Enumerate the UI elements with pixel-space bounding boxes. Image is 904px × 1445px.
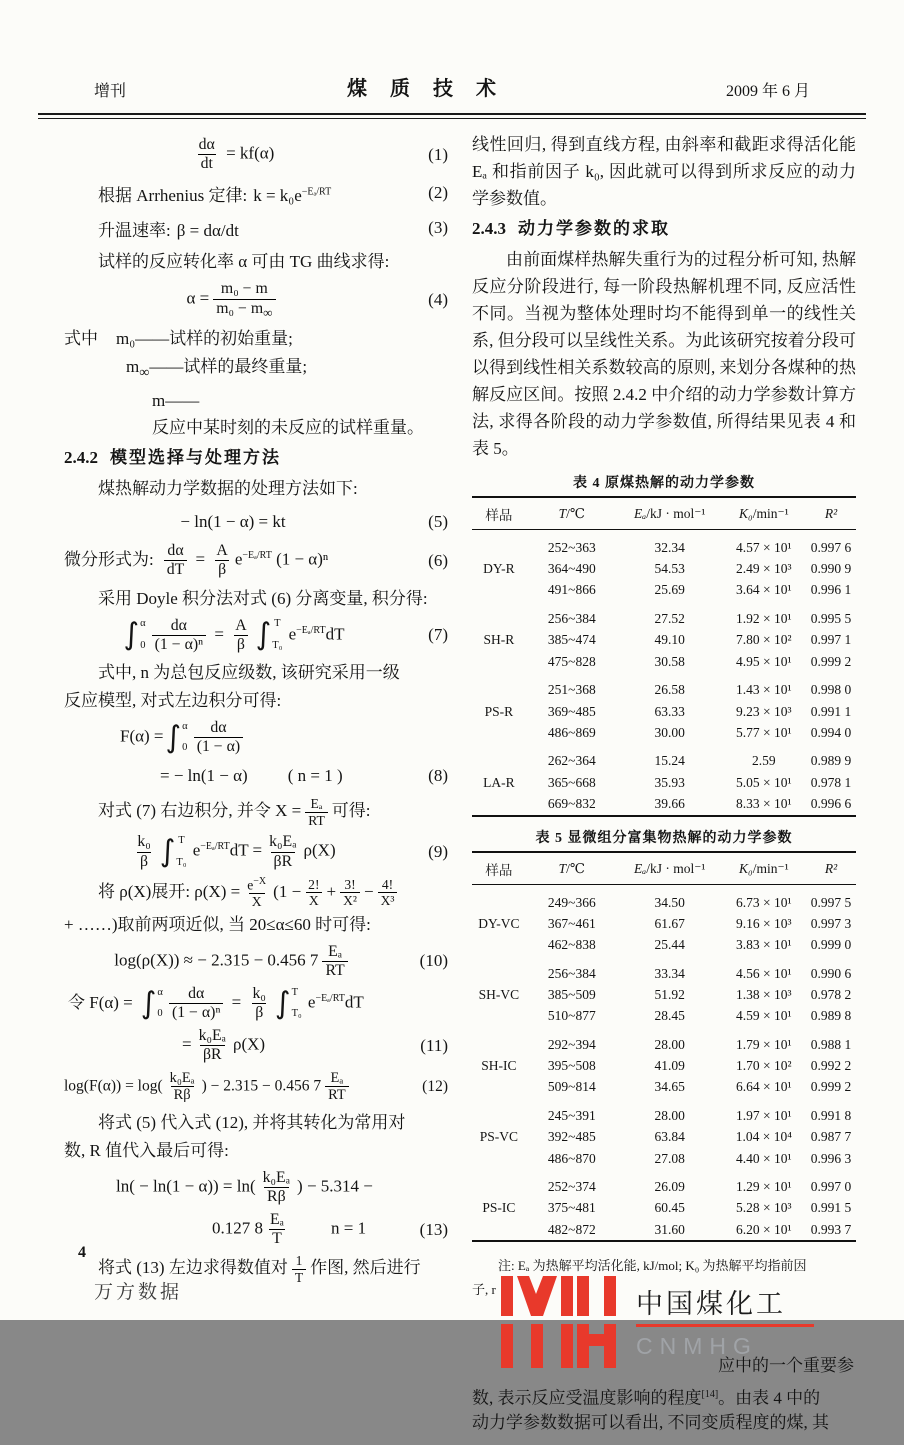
table-cell: 0.997 0 <box>810 1179 852 1195</box>
table-row <box>472 630 856 651</box>
table-cell: 63.33 <box>654 703 685 719</box>
table-cell: 5.77 × 10¹ <box>736 724 792 740</box>
table-cell: 0.991 1 <box>810 703 852 719</box>
watermark-red-rule <box>636 1324 814 1327</box>
table-cell: 0.991 5 <box>810 1200 852 1216</box>
table-row <box>472 1148 856 1169</box>
table-row <box>472 913 856 934</box>
table-cell: 0.995 5 <box>810 611 852 627</box>
column-header: 样品 <box>472 497 526 530</box>
equation-11-line2: = $\frac{\text{k₀Eₐ}}{\beta R}$ ρ(X) (11) <box>182 1027 448 1064</box>
table-cell: 252~363 <box>547 540 596 555</box>
sample-id: PS-R <box>484 703 514 719</box>
table-row <box>472 793 856 815</box>
table-cell: 292~394 <box>547 1036 596 1052</box>
table-row <box>472 1056 856 1077</box>
table-4-caption: 表 4 原煤热解的动力学参数 <box>573 476 755 491</box>
table-cell: 1.92 × 10¹ <box>736 611 792 627</box>
equation-2: 根据 Arrhenius 定律: $k = k_0e^{-E_a/RT}$ (2) <box>98 183 448 205</box>
table-row <box>472 1169 856 1198</box>
column-header: R² <box>806 852 856 885</box>
sample-group <box>472 1098 856 1169</box>
table-cell: 28.00 <box>654 1036 685 1052</box>
table-raw-coal-kinetics <box>472 496 856 817</box>
table-cell: 0.989 8 <box>810 1008 852 1024</box>
section-heading-2-4-2: 2.4.2 模型选择与处理方法 <box>64 448 281 468</box>
table-cell: 3.83 × 10¹ <box>736 937 792 953</box>
table-cell: 9.16 × 10³ <box>736 915 792 931</box>
equation-9: $\frac{\text{k₀}}{\beta}$ ∫ T T₀ $e^{-E_a/RT}dT$ = $\frac{\text{k₀Eₐ}}{\beta R}$ ρ(X) (9) <box>137 833 448 870</box>
equation-7: ∫ α 0 $\frac{d\alpha}{\text{(1 − α)ⁿ}}$ = $\frac{A}{\beta}$ ∫ T T₀ $e^{-E_a/RT}dT$ (7) <box>123 616 448 653</box>
text-line: 数, R 值代入最后可得: <box>64 1140 229 1160</box>
text-line: 反应模型, 对式左边积分可得: <box>64 690 282 710</box>
table-row <box>472 1198 856 1219</box>
table-cell: 1.38 × 10³ <box>736 987 792 1002</box>
equation-1: $\frac{d\alpha}{dt}$ = kf(α) (1) <box>198 136 448 173</box>
sample-group <box>472 884 856 956</box>
column-header: T/℃ <box>526 852 618 885</box>
sample-group <box>472 956 856 1027</box>
table-cell: 1.29 × 10¹ <box>736 1179 792 1195</box>
equation-4: α = $\frac{\text{m₀ − m}}{m_0 - m_\infty}$ (4) <box>186 280 448 320</box>
table-cell: 395~508 <box>547 1058 596 1074</box>
table-row <box>472 985 856 1006</box>
equation-6: 微分形式为: $\frac{d\alpha}{dT}$ = $\frac{A}{\beta}$ $e^{-E_a/RT}$ (1 − α)ⁿ (6) <box>64 542 448 579</box>
table-row <box>472 884 856 913</box>
table-cell: 486~869 <box>547 724 596 740</box>
table-cell: 385~474 <box>547 632 596 648</box>
table-cell: 35.93 <box>654 774 685 790</box>
table-cell: 34.50 <box>654 894 685 910</box>
sample-group <box>472 1169 856 1241</box>
column-header: Eₐ/kJ · mol⁻¹ <box>618 852 722 885</box>
table-cell: 39.66 <box>654 795 685 811</box>
sample-id: DY-VC <box>478 915 520 931</box>
column-header: K₀/min⁻¹ <box>722 497 806 530</box>
table-cell: 8.33 × 10¹ <box>736 795 792 811</box>
table-cell: 6.64 × 10¹ <box>736 1079 792 1095</box>
table-cell: 0.978 1 <box>810 774 852 790</box>
equation-8-line2: = − ln(1 − α) ( n = 1 ) (8) <box>160 766 448 786</box>
where-clause-3: m——反应中某时刻的未反应的试样重量。 <box>152 391 424 438</box>
table-cell: 1.97 × 10¹ <box>736 1108 792 1124</box>
table-cell: 60.45 <box>654 1200 685 1216</box>
table-cell: 1.79 × 10¹ <box>736 1036 792 1052</box>
table-row <box>472 580 856 601</box>
table-row <box>472 651 856 672</box>
page-header <box>0 0 904 109</box>
sample-id: PS-IC <box>482 1200 516 1216</box>
table-row <box>472 1098 856 1127</box>
watermark-cn-label: 中国煤化工 <box>636 1289 786 1320</box>
table-cell: 51.92 <box>654 987 685 1002</box>
watermark-en-label: CNMHG <box>636 1332 758 1359</box>
table-cell: 6.73 × 10¹ <box>736 894 792 910</box>
column-header: T/℃ <box>526 497 618 530</box>
paragraph: 由前面煤样热解失重行为的过程分析可知, 热解反应分阶段进行, 每一阶段热解机理不同, 反应活性不同。当视为整体处理时均不能得到单一的线性关系, 但分段可以呈线性关系。为此该研究按着分段可以得到线性相关系数较高的原则, 来划分各煤种的热解反应区间。按照 2.4.2 中介绍的动力学参数计算方法, 求得各阶段的动力学参数值, 所得结果见表 4 和表 5。 <box>472 250 856 458</box>
table-row <box>472 772 856 793</box>
text-line: + ……)取前两项近似, 当 20≤α≤60 时可得: <box>64 914 371 934</box>
table-row <box>472 672 856 701</box>
sample-id: SH-IC <box>481 1058 517 1074</box>
table-cell: 4.59 × 10¹ <box>736 1008 792 1024</box>
table-cell: 0.999 2 <box>810 1079 852 1095</box>
table-cell: 0.999 0 <box>810 937 852 953</box>
table-cell: 0.987 7 <box>810 1129 852 1145</box>
column-header: 样品 <box>472 852 526 885</box>
sample-id: LA-R <box>483 774 515 790</box>
table-cell: 27.52 <box>654 611 685 627</box>
table-row <box>472 743 856 772</box>
table-cell: 28.00 <box>654 1108 685 1124</box>
equation-5: − ln(1 − α) = kt (5) <box>180 512 448 532</box>
table-header-row <box>472 852 856 885</box>
text-line: 采用 Doyle 积分法对式 (6) 分离变量, 积分得: <box>98 588 428 608</box>
text-line-inline-frac: 将式 (13) 左边求得数值对 $\frac{1}{T}$ 作图, 然后进行 <box>98 1253 421 1286</box>
table-cell: 49.10 <box>654 632 685 648</box>
table-cell: 245~391 <box>547 1108 596 1124</box>
table-cell: 2.49 × 10³ <box>736 561 792 577</box>
table-cell: 256~384 <box>547 611 596 627</box>
table-cell: 4.95 × 10¹ <box>736 653 792 669</box>
paragraph: 线性回归, 得到直线方程, 由斜率和截距求得活化能 Eₐ 和指前因子 k₀, 因此就可以得到所求反应的动力学参数值。 <box>472 135 856 208</box>
table-cell: 251~368 <box>547 682 596 698</box>
table-cell: 7.80 × 10² <box>736 632 792 648</box>
table-row <box>472 1127 856 1148</box>
page-number: 4 <box>78 1244 86 1261</box>
table-cell: 367~461 <box>547 915 596 931</box>
table-cell: 0.990 9 <box>810 561 852 577</box>
two-column-body <box>0 119 904 1445</box>
table-maceral-concentrate-kinetics <box>472 851 856 1243</box>
citation-14: [14] <box>701 1389 719 1401</box>
table-note-line2: 子, r <box>472 1282 496 1298</box>
table-row <box>472 1219 856 1241</box>
left-column <box>64 131 448 1445</box>
text-line: 动力学参数数据可以看出, 不同变质程度的煤, 其 <box>472 1413 829 1433</box>
table-cell: 0.993 7 <box>810 1221 852 1237</box>
rho-expansion-line: 将 ρ(X)展开: ρ(X) = $\frac{e^{-X}}{X}$ (1 − $\frac{2!}{X}$ + $\frac{3!}{\text{X²}}$ − $\frac{4!}{\text{X³}}$ <box>64 876 448 910</box>
table-row <box>472 559 856 580</box>
issue-label: 增刊 <box>94 83 127 100</box>
table-cell: 509~814 <box>547 1079 596 1095</box>
table-note-line1: 注: Eₐ 为热解平均活化能, kJ/mol; K₀ 为热解平均指前因 <box>498 1258 807 1274</box>
equation-10: log(ρ(X)) ≈ − 2.315 − 0.456 7 $\frac{\text{Eₐ}}{RT}$ (10) <box>114 942 448 979</box>
sample-id: DY-R <box>483 561 515 577</box>
table-cell: 0.997 5 <box>810 894 852 910</box>
column-header: Eₐ/kJ · mol⁻¹ <box>618 497 722 530</box>
where-clause-2: $m_\infty——$试样的最终重量; <box>126 356 308 381</box>
table-cell: 392~485 <box>547 1129 596 1145</box>
table-cell: 4.40 × 10¹ <box>736 1150 792 1166</box>
table-cell: 0.988 1 <box>810 1036 852 1052</box>
cnmhg-logo-icon <box>498 1276 624 1368</box>
table-cell: 462~838 <box>547 937 596 953</box>
table-row <box>472 601 856 630</box>
table-cell: 34.65 <box>654 1079 685 1095</box>
table-cell: 0.997 6 <box>810 540 852 555</box>
equation-11-line1: 令 F(α) = ∫ α 0 $\frac{d\alpha}{\text{(1 − α)ⁿ}}$ = $\frac{\text{k₀}}{\beta}$ ∫ T T₀ $e^{-E_a/RT}dT$ <box>68 984 364 1022</box>
table-cell: 0.990 6 <box>810 965 852 981</box>
sample-id: PS-VC <box>479 1129 518 1145</box>
table-row <box>472 935 856 956</box>
table-cell: 61.67 <box>654 915 685 931</box>
sample-group <box>472 743 856 815</box>
table-cell: 3.64 × 10¹ <box>736 582 792 598</box>
right-column <box>472 131 856 1445</box>
table-cell: 482~872 <box>547 1221 596 1237</box>
table-cell: 256~384 <box>547 965 596 981</box>
equation-13-line2: 0.127 8 $\frac{\text{Eₐ}}{T}$ n = 1 (13) <box>212 1211 448 1248</box>
column-header: K₀/min⁻¹ <box>722 852 806 885</box>
table-cell: 364~490 <box>547 561 596 577</box>
table-cell: 365~668 <box>547 774 596 790</box>
text-line-inline-frac: 对式 (7) 右边积分, 并令 X = $\frac{\text{Eₐ}}{RT}$ 可得: <box>98 796 371 828</box>
table-cell: 30.58 <box>654 653 685 669</box>
table-cell: 0.997 1 <box>810 632 852 648</box>
table-cell: 4.56 × 10¹ <box>736 965 792 981</box>
wanfang-data-mark: 万方数据 <box>94 1282 183 1303</box>
table-cell: 5.05 × 10¹ <box>736 774 792 790</box>
section-heading-2-4-3: 2.4.3 动力学参数的求取 <box>472 219 670 238</box>
table-cell: 475~828 <box>547 653 596 669</box>
table-cell: 15.24 <box>654 753 685 769</box>
table-cell: 252~374 <box>547 1179 596 1195</box>
text-line-with-citation: 数, 表示反应受温度影响的程度[14]。由表 4 中的 <box>472 1389 821 1409</box>
table-cell: 26.09 <box>654 1179 685 1195</box>
sample-group <box>472 601 856 672</box>
equation-3: 升温速率: β = dα/dt (3) <box>98 218 448 240</box>
watermark-text <box>636 1276 814 1360</box>
table-cell: 1.70 × 10² <box>736 1058 792 1074</box>
text-line: 将式 (5) 代入式 (12), 并将其转化为常用对 <box>98 1112 406 1132</box>
table-row <box>472 722 856 743</box>
text-fragment: 应中的一个重要参 <box>718 1356 854 1376</box>
table-5-caption: 表 5 显微组分富集物热解的动力学参数 <box>535 830 793 846</box>
journal-title: 煤 质 技 术 <box>347 78 505 100</box>
table-cell: 262~364 <box>547 753 596 769</box>
table-cell: 669~832 <box>547 795 596 811</box>
sample-id: SH-VC <box>478 987 520 1002</box>
table-cell: 510~877 <box>547 1008 596 1024</box>
equation-8-line1: F(α) = ∫ α 0 $\frac{d\alpha}{(1 - \alpha)}$ <box>64 719 448 756</box>
text-line: 试样的反应转化率 α 可由 TG 曲线求得: <box>98 252 390 272</box>
table-cell: 369~485 <box>547 703 596 719</box>
table-cell: 0.989 9 <box>810 753 852 769</box>
table-cell: 0.996 3 <box>810 1150 852 1166</box>
sample-id: SH-R <box>483 632 515 648</box>
table-cell: 54.53 <box>654 561 685 577</box>
table-cell: 32.34 <box>654 540 685 555</box>
equation-13-line1: ln( − ln(1 − α)) = ln( $\frac{\text{k₀Eₐ}}{R\beta}$ ) − 5.314 − <box>116 1168 373 1205</box>
table-cell: 2.59 <box>752 753 776 769</box>
table-cell: 486~870 <box>547 1150 596 1166</box>
table-cell: 1.04 × 10⁴ <box>735 1129 792 1145</box>
table-row <box>472 701 856 722</box>
table-cell: 0.978 2 <box>810 987 852 1002</box>
table-cell: 0.998 0 <box>810 682 852 698</box>
table-cell: 0.994 0 <box>810 724 852 740</box>
table-header-row <box>472 497 856 530</box>
table-cell: 0.997 3 <box>810 915 852 931</box>
sample-group <box>472 672 856 743</box>
table-cell: 249~366 <box>547 894 596 910</box>
bottom-fragment <box>472 1250 856 1445</box>
table-cell: 0.996 1 <box>810 582 852 598</box>
table-cell: 25.69 <box>654 582 685 598</box>
text-line: 煤热解动力学数据的处理方法如下: <box>98 479 358 499</box>
table-cell: 25.44 <box>654 937 685 953</box>
table-row <box>472 956 856 985</box>
table-cell: 30.00 <box>654 724 685 740</box>
table-cell: 0.992 2 <box>810 1058 852 1074</box>
table-cell: 41.09 <box>654 1058 685 1074</box>
table-cell: 63.84 <box>654 1129 685 1145</box>
table-row <box>472 530 856 559</box>
where-clause-1: 式中 m₀——试样的初始重量; <box>64 328 293 348</box>
table-cell: 28.45 <box>654 1008 685 1024</box>
table-cell: 31.60 <box>654 1221 685 1237</box>
table-cell: 1.43 × 10¹ <box>736 682 792 698</box>
table-cell: 385~509 <box>547 987 596 1002</box>
column-header: R² <box>806 497 856 530</box>
issue-date: 2009 年 6 月 <box>725 83 810 100</box>
table-cell: 0.996 6 <box>810 795 852 811</box>
table-row <box>472 1077 856 1098</box>
table-cell: 26.58 <box>654 682 685 698</box>
table-cell: 375~481 <box>547 1200 596 1216</box>
table-cell: 9.23 × 10³ <box>736 703 792 719</box>
table-cell: 27.08 <box>654 1150 685 1166</box>
table-cell: 0.999 2 <box>810 653 852 669</box>
table-row <box>472 1027 856 1056</box>
table-cell: 4.57 × 10¹ <box>736 540 792 555</box>
table-cell: 33.34 <box>654 965 685 981</box>
text-line: 式中, n 为总包反应级数, 该研究采用一级 <box>98 662 400 682</box>
sample-group <box>472 530 856 602</box>
table-cell: 5.28 × 10³ <box>736 1200 792 1216</box>
table-cell: 0.991 8 <box>810 1108 852 1124</box>
equation-12: log(F(α)) = log( $\frac{\text{k₀Eₐ}}{R\beta}$ ) − 2.315 − 0.456 7 $\frac{\text{Eₐ}}{RT}$ (12) <box>64 1069 448 1104</box>
table-cell: 491~866 <box>547 582 596 598</box>
table-row <box>472 1006 856 1027</box>
sample-group <box>472 1027 856 1098</box>
table-cell: 6.20 × 10¹ <box>736 1221 792 1237</box>
